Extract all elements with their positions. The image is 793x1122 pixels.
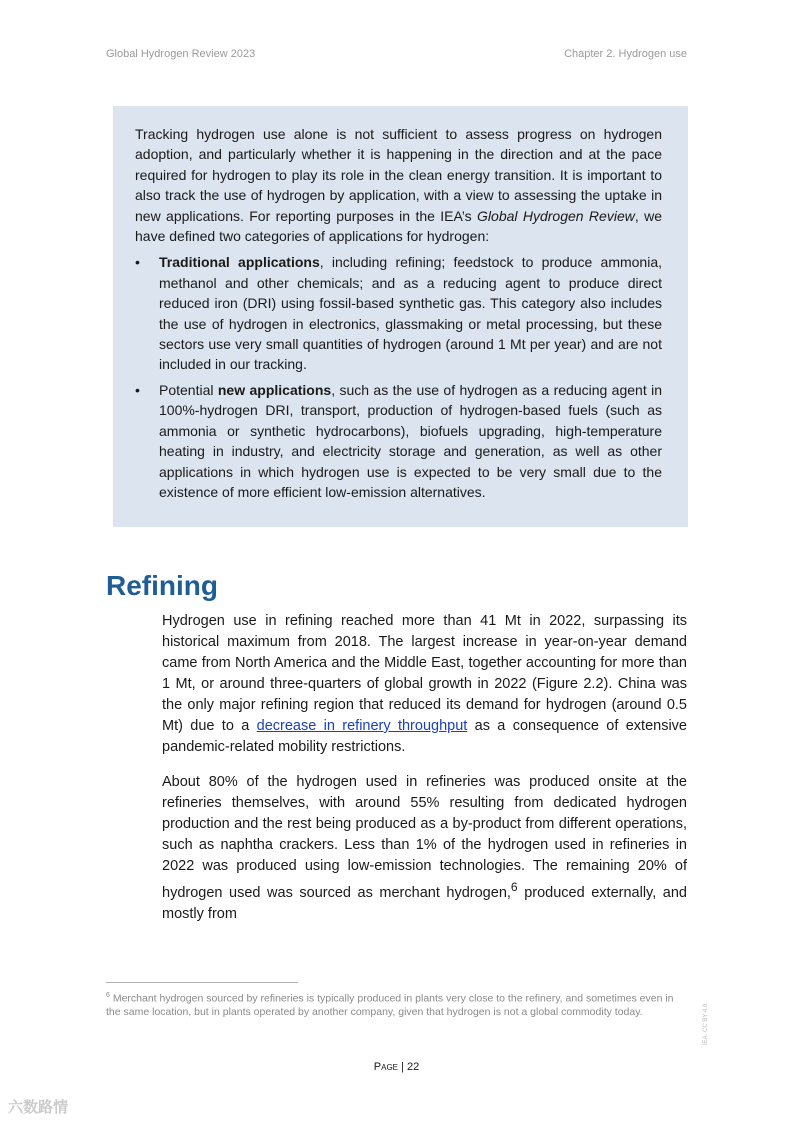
- page-separator: |: [398, 1061, 407, 1073]
- footnote-divider: [106, 982, 298, 983]
- bullet-text: , such as the use of hydrogen as a reducing agent in 100%-hydrogen DRI, transport, production of hydrogen-based fuels (such as ammonia or synthetic hydrocarbons), biofuels upgrading, high-temperature heating in industry, and electricity storage and generation, as well as other applications in which hydrogen use is expected to be very small due to the existence of more efficient low-emission alternatives.: [159, 381, 662, 500]
- bullet-text: , including refining; feedstock to produce ammonia, methanol and other chemicals; and as a reducing agent to produce direct reduced iron (DRI) using fossil-based synthetic gas. This category also includes the use of hydrogen in electronics, glassmaking or metal processing, but these sectors use very small quantities of hydrogen (around 1 Mt per year) and are not included in our tracking.: [159, 254, 662, 373]
- page-label: Page: [373, 1061, 398, 1073]
- list-item-traditional: [135, 252, 662, 374]
- info-box: [113, 106, 688, 527]
- bullet-term: Traditional applications: [159, 254, 320, 271]
- bullet-term: new applications: [217, 381, 332, 398]
- running-header-chapter: Chapter 2. Hydrogen use: [564, 48, 687, 60]
- paragraph-text: Hydrogen use in refining reached more than 41 Mt in 2022, surpassing its historical maximum from 2018. The largest increase in year-on-year demand came from North America and the Middle East, together accounting for more than 1 Mt, or around three-quarters of global growth in 2022 (Figure 2.2). China was the only major refining region that reduced its demand for hydrogen (around 0.5 Mt) due to a: [162, 613, 687, 734]
- watermark-logo: 六数路情: [8, 1099, 69, 1116]
- body-paragraph: [162, 772, 687, 925]
- page-number-value: 22: [406, 1061, 420, 1073]
- list-item-new: [135, 380, 662, 502]
- paragraph-text: About 80% of the hydrogen used in refineries was produced onsite at the refineries themselves, with around 55% resulting from dedicated hydrogen production and the rest being produced as a by-product from different operations, such as naphtha crackers. Less than 1% of the hydrogen used in refineries in 2022 was produced using low-emission technologies. The remaining 20% of hydrogen used was sourced as merchant hydrogen,: [162, 774, 687, 901]
- body-paragraph: [162, 611, 687, 758]
- application-categories-list: [135, 252, 662, 502]
- intro-italic-title: Global Hydrogen Review: [477, 207, 635, 224]
- refinery-throughput-link[interactable]: decrease in refinery throughput: [256, 718, 468, 734]
- page-number: [0, 1061, 793, 1073]
- bullet-icon: •: [135, 254, 140, 271]
- paragraph-text-end: as a consequence of extensive pandemic-related mobility restrictions.: [162, 718, 687, 755]
- section-heading: Refining: [106, 570, 218, 601]
- paragraph-text-end: produced externally, and mostly from: [162, 884, 687, 922]
- footnote: [106, 989, 687, 1020]
- intro-text: Tracking hydrogen use alone is not sufficient to assess progress on hydrogen adoption, and particularly whether it is happening in the direction and at the pace required for hydrogen to play its role in the clean energy transition. It is important to also track the use of hydrogen by application, with a view to assessing the uptake in new applications. For reporting purposes in the IEA’s: [135, 126, 662, 224]
- footnote-text: Merchant hydrogen sourced by refineries is typically produced in plants very close to the refinery, and sometimes even in the same location, but in plants operated by another company, given that hydrogen is not a global commodity today.: [106, 992, 674, 1018]
- license-note: IEA. CC BY 4.0.: [703, 1002, 709, 1045]
- intro-text-end: , we have defined two categories of applications for hydrogen:: [135, 207, 662, 245]
- footnote-marker: 6: [106, 992, 110, 999]
- info-box-intro: [135, 124, 662, 246]
- running-header-title: Global Hydrogen Review 2023: [106, 48, 256, 60]
- bullet-icon: •: [135, 381, 140, 398]
- footnote-reference[interactable]: 6: [510, 880, 518, 894]
- bullet-prefix: Potential: [159, 381, 218, 398]
